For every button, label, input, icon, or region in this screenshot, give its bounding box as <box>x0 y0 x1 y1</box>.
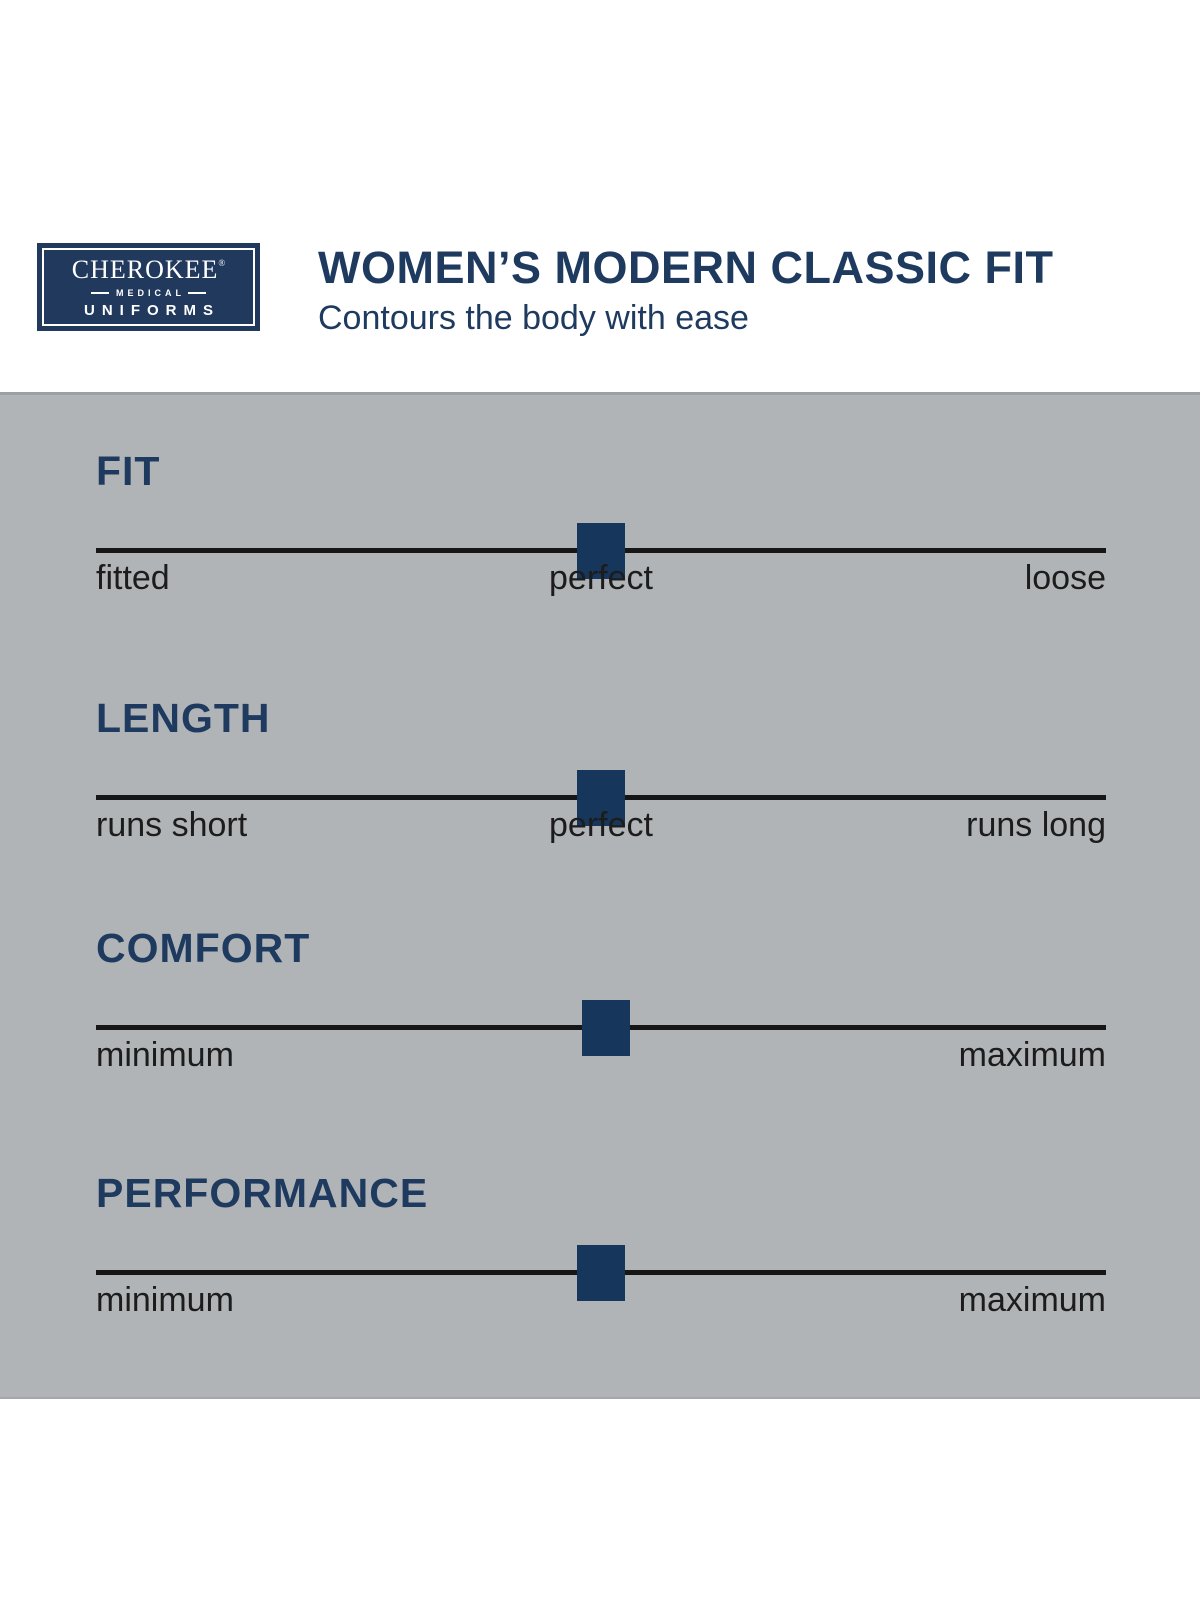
scale-max-label: loose <box>1024 559 1106 597</box>
scale-labels-length <box>96 808 1106 852</box>
logo-brand-name <box>71 254 226 284</box>
page-title: WOMEN’S MODERN CLASSIC FIT <box>318 242 1054 293</box>
scale-mid-label: perfect <box>549 806 653 844</box>
logo-brand-text: CHEROKEE <box>71 254 219 284</box>
dash-right-icon <box>188 292 206 294</box>
logo-division-row <box>91 289 206 298</box>
scale-max-label: maximum <box>958 1281 1106 1319</box>
scale-heading-length: LENGTH <box>96 695 271 741</box>
scale-length <box>96 695 1106 902</box>
fit-guide-panel <box>0 392 1200 1399</box>
scale-heading-performance: PERFORMANCE <box>96 1170 429 1216</box>
logo-inner-border <box>42 248 255 326</box>
scale-heading-fit: FIT <box>96 448 161 494</box>
scale-fit <box>96 448 1106 655</box>
scale-labels-performance <box>96 1283 1106 1327</box>
scale-min-label: minimum <box>96 1036 234 1074</box>
scale-labels-fit <box>96 561 1106 605</box>
scale-min-label: minimum <box>96 1281 234 1319</box>
page-subtitle: Contours the body with ease <box>318 299 749 337</box>
scale-heading-comfort: COMFORT <box>96 925 311 971</box>
logo-division-text: MEDICAL <box>116 287 185 298</box>
cherokee-logo <box>37 243 260 331</box>
scale-comfort <box>96 925 1106 1132</box>
scale-max-label: runs long <box>966 806 1106 844</box>
registered-mark: ® <box>218 257 226 268</box>
dash-left-icon <box>91 292 109 294</box>
logo-product-line-text: UNIFORMS <box>84 301 220 319</box>
scale-max-label: maximum <box>958 1036 1106 1074</box>
header <box>0 0 1200 392</box>
scale-performance <box>96 1170 1106 1377</box>
scale-labels-comfort <box>96 1038 1106 1082</box>
scale-min-label: runs short <box>96 806 248 844</box>
scale-min-label: fitted <box>96 559 170 597</box>
scale-mid-label: perfect <box>549 559 653 597</box>
